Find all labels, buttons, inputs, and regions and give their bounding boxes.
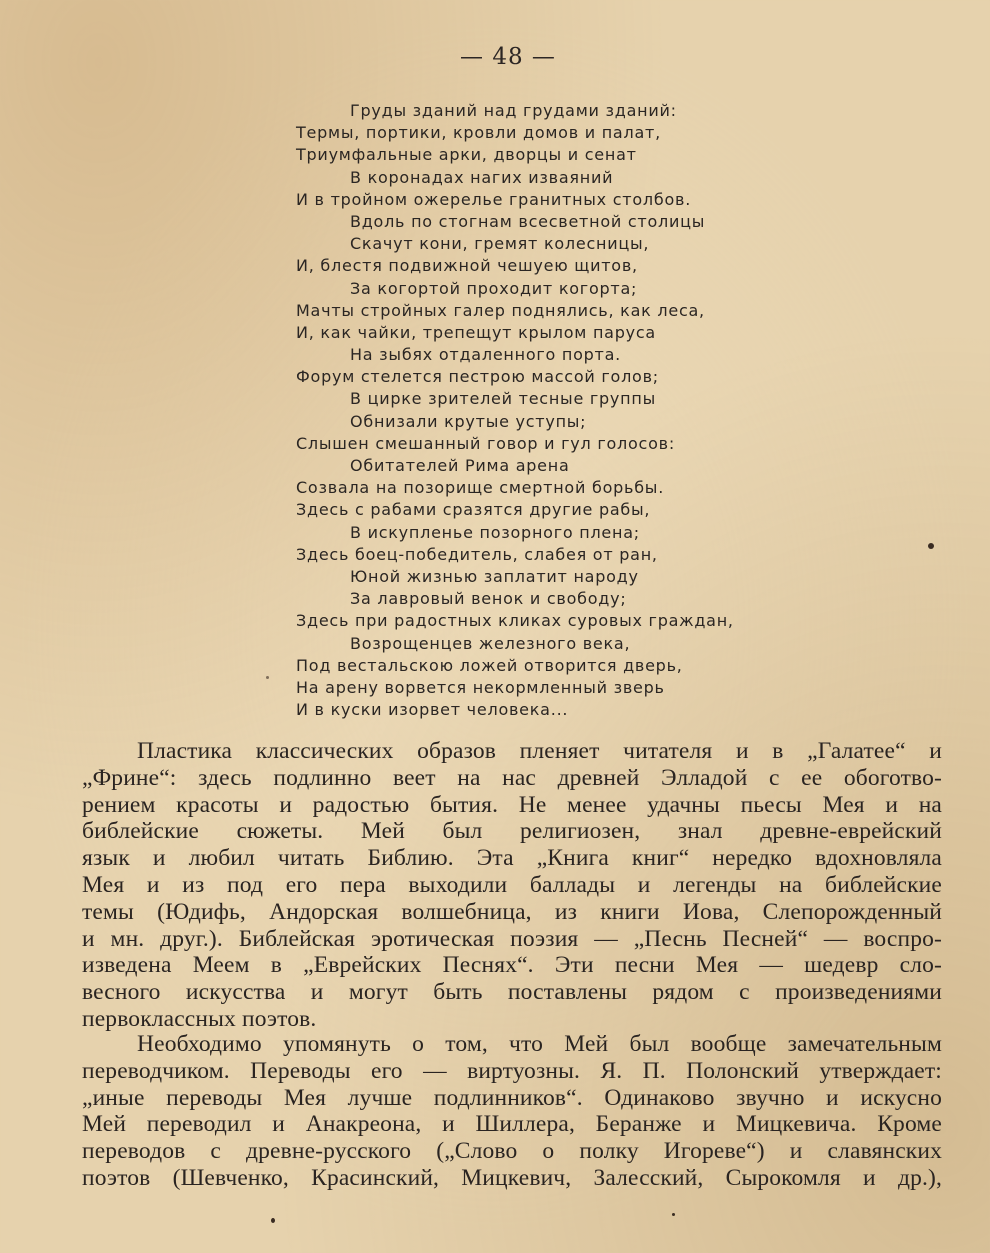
poem-line: В коронадах нагих изваяний <box>350 167 614 187</box>
poem-line: В искупленье позорного плена; <box>350 522 640 542</box>
paragraph-line: Мей переводил и Анакреона, и Шиллера, Беранже и Мицкевича. Кроме <box>82 1111 942 1138</box>
poem-line: В цирке зрителей тесные группы <box>350 389 656 409</box>
paper-speck <box>266 676 269 679</box>
poem-line: Обнизали крутые уступы; <box>350 411 587 431</box>
poem-line: Здесь при радостных кликах суровых граждан, <box>296 611 734 631</box>
paragraph-line: „иные переводы Мея лучше подлинников“. Одинаково звучно и искусно <box>82 1084 942 1111</box>
paragraph-line: Необходимо упомянуть о том, что Мей был вообще замечательным <box>137 1031 942 1057</box>
poem-line: Здесь с рабами сразятся другие рабы, <box>296 500 651 520</box>
paragraph-line: поэтов (Шевченко, Красинский, Мицкевич, Залесский, Сырокомля и др.), <box>82 1164 942 1191</box>
poem-line: За лавровый венок и свободу; <box>350 589 627 609</box>
paragraph-line: Пластика классических образов пленяет читателя и в „Галатее“ и <box>137 738 942 764</box>
paragraph-line: переводчиком. Переводы его — виртуозны. Я. П. Полонский утверждает: <box>82 1057 942 1084</box>
poem-line: За когортой проходит когорта; <box>350 278 638 298</box>
paragraph-line: первоклассных поэтов. <box>82 1005 317 1032</box>
poem-line: Форум стелется пестрою массой голов; <box>296 367 659 387</box>
poem-line: На арену ворвется некормленный зверь <box>296 677 665 697</box>
paragraph-line: язык и любил читать Библию. Эта „Книга книг“ нередко вдохновляла <box>82 845 942 872</box>
poem-line: Обитателей Рима арена <box>350 456 570 475</box>
poem-line: На зыбях отдаленного порта. <box>350 345 622 365</box>
poem-line: Триумфальные арки, дворцы и сенат <box>296 145 637 165</box>
paragraph-line: рением красоты и радостью бытия. Не менее удачны пьесы Мея и на <box>82 791 942 818</box>
paragraph-line: и мн. друг.). Библейская эротическая поэзия — „Песнь Песней“ — воспро- <box>82 925 942 952</box>
poem-line: Термы, портики, кровли домов и палат, <box>296 123 661 143</box>
paper-speck <box>928 543 934 549</box>
paper-speck <box>271 1218 275 1223</box>
poem-line: Юной жизнью заплатит народу <box>350 566 639 586</box>
poem-line: Возрощенцев железного века, <box>350 633 631 653</box>
paragraph-line: темы (Юдифь, Андорская волшебница, из книги Иова, Слепорожденный <box>82 898 942 925</box>
paragraph-line: Мея и из под его пера выходили баллады и легенды на библейские <box>82 871 942 898</box>
poem-line: И в тройном ожерелье гранитных столбов. <box>296 189 692 209</box>
poem-line: И в куски изорвет человека... <box>296 700 569 720</box>
paragraph-line: весного искусства и могут быть поставлены рядом с произведениями <box>82 979 942 1006</box>
poem-line: Слышен смешанный говор и гул голосов: <box>296 433 675 453</box>
paragraph-line: „Фрине“: здесь подлинно веет на нас древней Элладой с ее обоготво- <box>82 764 942 791</box>
poem-line: Скачут кони, гремят колесницы, <box>350 234 650 254</box>
poem-line: Здесь боец-победитель, слабея от ран, <box>296 544 658 564</box>
poem-line: Созвала на позорище смертной борьбы. <box>296 478 665 498</box>
poem-line: И, как чайки, трепещут крылом паруса <box>296 322 656 342</box>
paragraph-line: переводов с древне-русского („Слово о полку Игореве“) и славянских <box>82 1138 942 1165</box>
paragraph-line: изведена Меем в „Еврейских Песнях“. Эти песни Мея — шедевр сло- <box>82 952 942 979</box>
poem-line: Груды зданий над грудами зданий: <box>350 101 677 120</box>
page-number: — 48 — <box>460 44 556 70</box>
poem-line: И, блестя подвижной чешуею щитов, <box>296 256 638 276</box>
paragraph-2 <box>82 1031 942 1192</box>
poem-line: Вдоль по стогнам всесветной столицы <box>350 211 706 231</box>
poem-block <box>296 100 816 721</box>
poem-line: Под вестальскою ложей отворится дверь, <box>296 655 683 675</box>
poem-line: Мачты стройных галер поднялись, как леса, <box>296 300 705 320</box>
paragraph-1 <box>82 738 942 1033</box>
paragraph-line: библейские сюжеты. Мей был религиозен, знал древне-еврейский <box>82 818 942 845</box>
paper-speck <box>672 1213 675 1216</box>
